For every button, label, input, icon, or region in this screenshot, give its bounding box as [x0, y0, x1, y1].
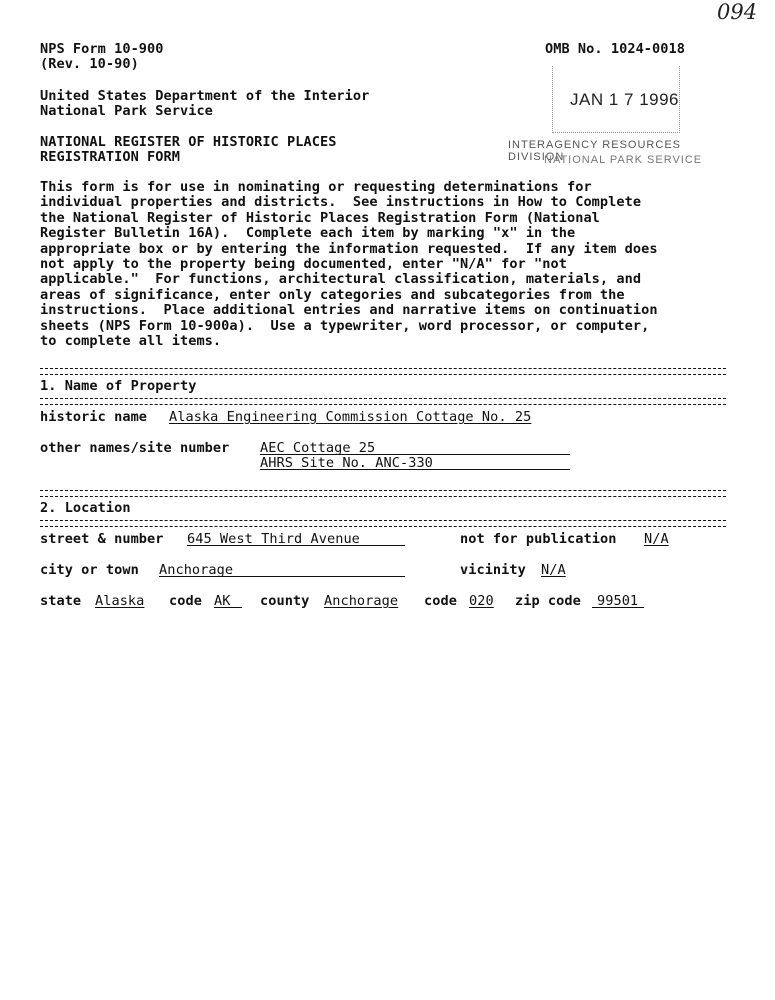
section-1-heading: 1. Name of Property: [40, 378, 197, 394]
other-name-value: AHRS Site No. ANC-330: [260, 455, 433, 471]
handwritten-page-number: 094: [717, 0, 758, 24]
zip-label: zip code: [515, 593, 581, 609]
not-for-publication-value: N/A: [644, 531, 669, 547]
instruction-line: applicable." For functions, architectural classification, materials, and: [40, 271, 642, 287]
instruction-line: to complete all items.: [40, 333, 222, 349]
street-label: street & number: [40, 531, 164, 547]
received-stamp: [500, 36, 715, 176]
county-code-value: 020: [469, 593, 494, 609]
instruction-line: individual properties and districts. See instructions in How to Complete: [40, 194, 642, 210]
state-code-value: AK: [214, 593, 231, 609]
section-divider: [40, 490, 726, 497]
instruction-line: areas of significance, enter only categories and subcategories from the: [40, 287, 625, 303]
agency-service: National Park Service: [40, 103, 213, 119]
form-id: NPS Form 10-900: [40, 41, 164, 57]
agency-department: United States Department of the Interior: [40, 88, 370, 104]
instruction-line: sheets (NPS Form 10-900a). Use a typewriter, word processor, or computer,: [40, 318, 650, 334]
historic-name-label: historic name: [40, 409, 148, 425]
field-underline: [214, 607, 242, 608]
stamp-division: INTERAGENCY RESOURCES DIVISION: [508, 139, 681, 163]
instruction-line: appropriate box or by entering the information requested. If any item does: [40, 241, 658, 257]
section-2-heading: 2. Location: [40, 500, 131, 516]
field-underline: [159, 576, 405, 577]
omb-number: OMB No. 1024-0018: [545, 41, 685, 57]
county-label: county: [260, 593, 310, 609]
other-name-value: AEC Cottage 25: [260, 440, 376, 456]
state-code-label: code: [169, 593, 202, 609]
field-underline: [187, 545, 405, 546]
form-revision: (Rev. 10-90): [40, 56, 139, 72]
other-names-label: other names/site number: [40, 440, 230, 456]
section-divider: [40, 520, 726, 527]
state-label: state: [40, 593, 82, 609]
instruction-line: not apply to the property being documented, enter "N/A" for "not: [40, 256, 567, 272]
city-value: Anchorage: [159, 562, 234, 578]
vicinity-label: vicinity: [460, 562, 526, 578]
state-value: Alaska: [95, 593, 145, 609]
instruction-line: instructions. Place additional entries and narrative items on continuation: [40, 302, 658, 318]
county-value: Anchorage: [324, 593, 399, 609]
instruction-line: the National Register of Historic Places Registration Form (National: [40, 210, 600, 226]
form-subtitle: REGISTRATION FORM: [40, 149, 180, 165]
not-for-publication-label: not for publication: [460, 531, 617, 547]
stamp-date: JAN 1 7 1996: [570, 90, 680, 109]
zip-value: 99501: [597, 593, 639, 609]
instruction-line: Register Bulletin 16A). Complete each item by marking "x" in the: [40, 225, 576, 241]
city-label: city or town: [40, 562, 139, 578]
field-underline: [260, 469, 570, 470]
stamp-service: NATIONAL PARK SERVICE: [544, 154, 703, 166]
street-value: 645 West Third Avenue: [187, 531, 360, 547]
historic-name-value: Alaska Engineering Commission Cottage No. 25: [169, 409, 532, 425]
vicinity-value: N/A: [541, 562, 566, 578]
section-divider: [40, 398, 726, 405]
form-title: NATIONAL REGISTER OF HISTORIC PLACES: [40, 134, 337, 150]
instruction-line: This form is for use in nominating or requesting determinations for: [40, 179, 592, 195]
field-underline: [592, 607, 644, 608]
section-divider: [40, 368, 726, 375]
county-code-label: code: [424, 593, 457, 609]
